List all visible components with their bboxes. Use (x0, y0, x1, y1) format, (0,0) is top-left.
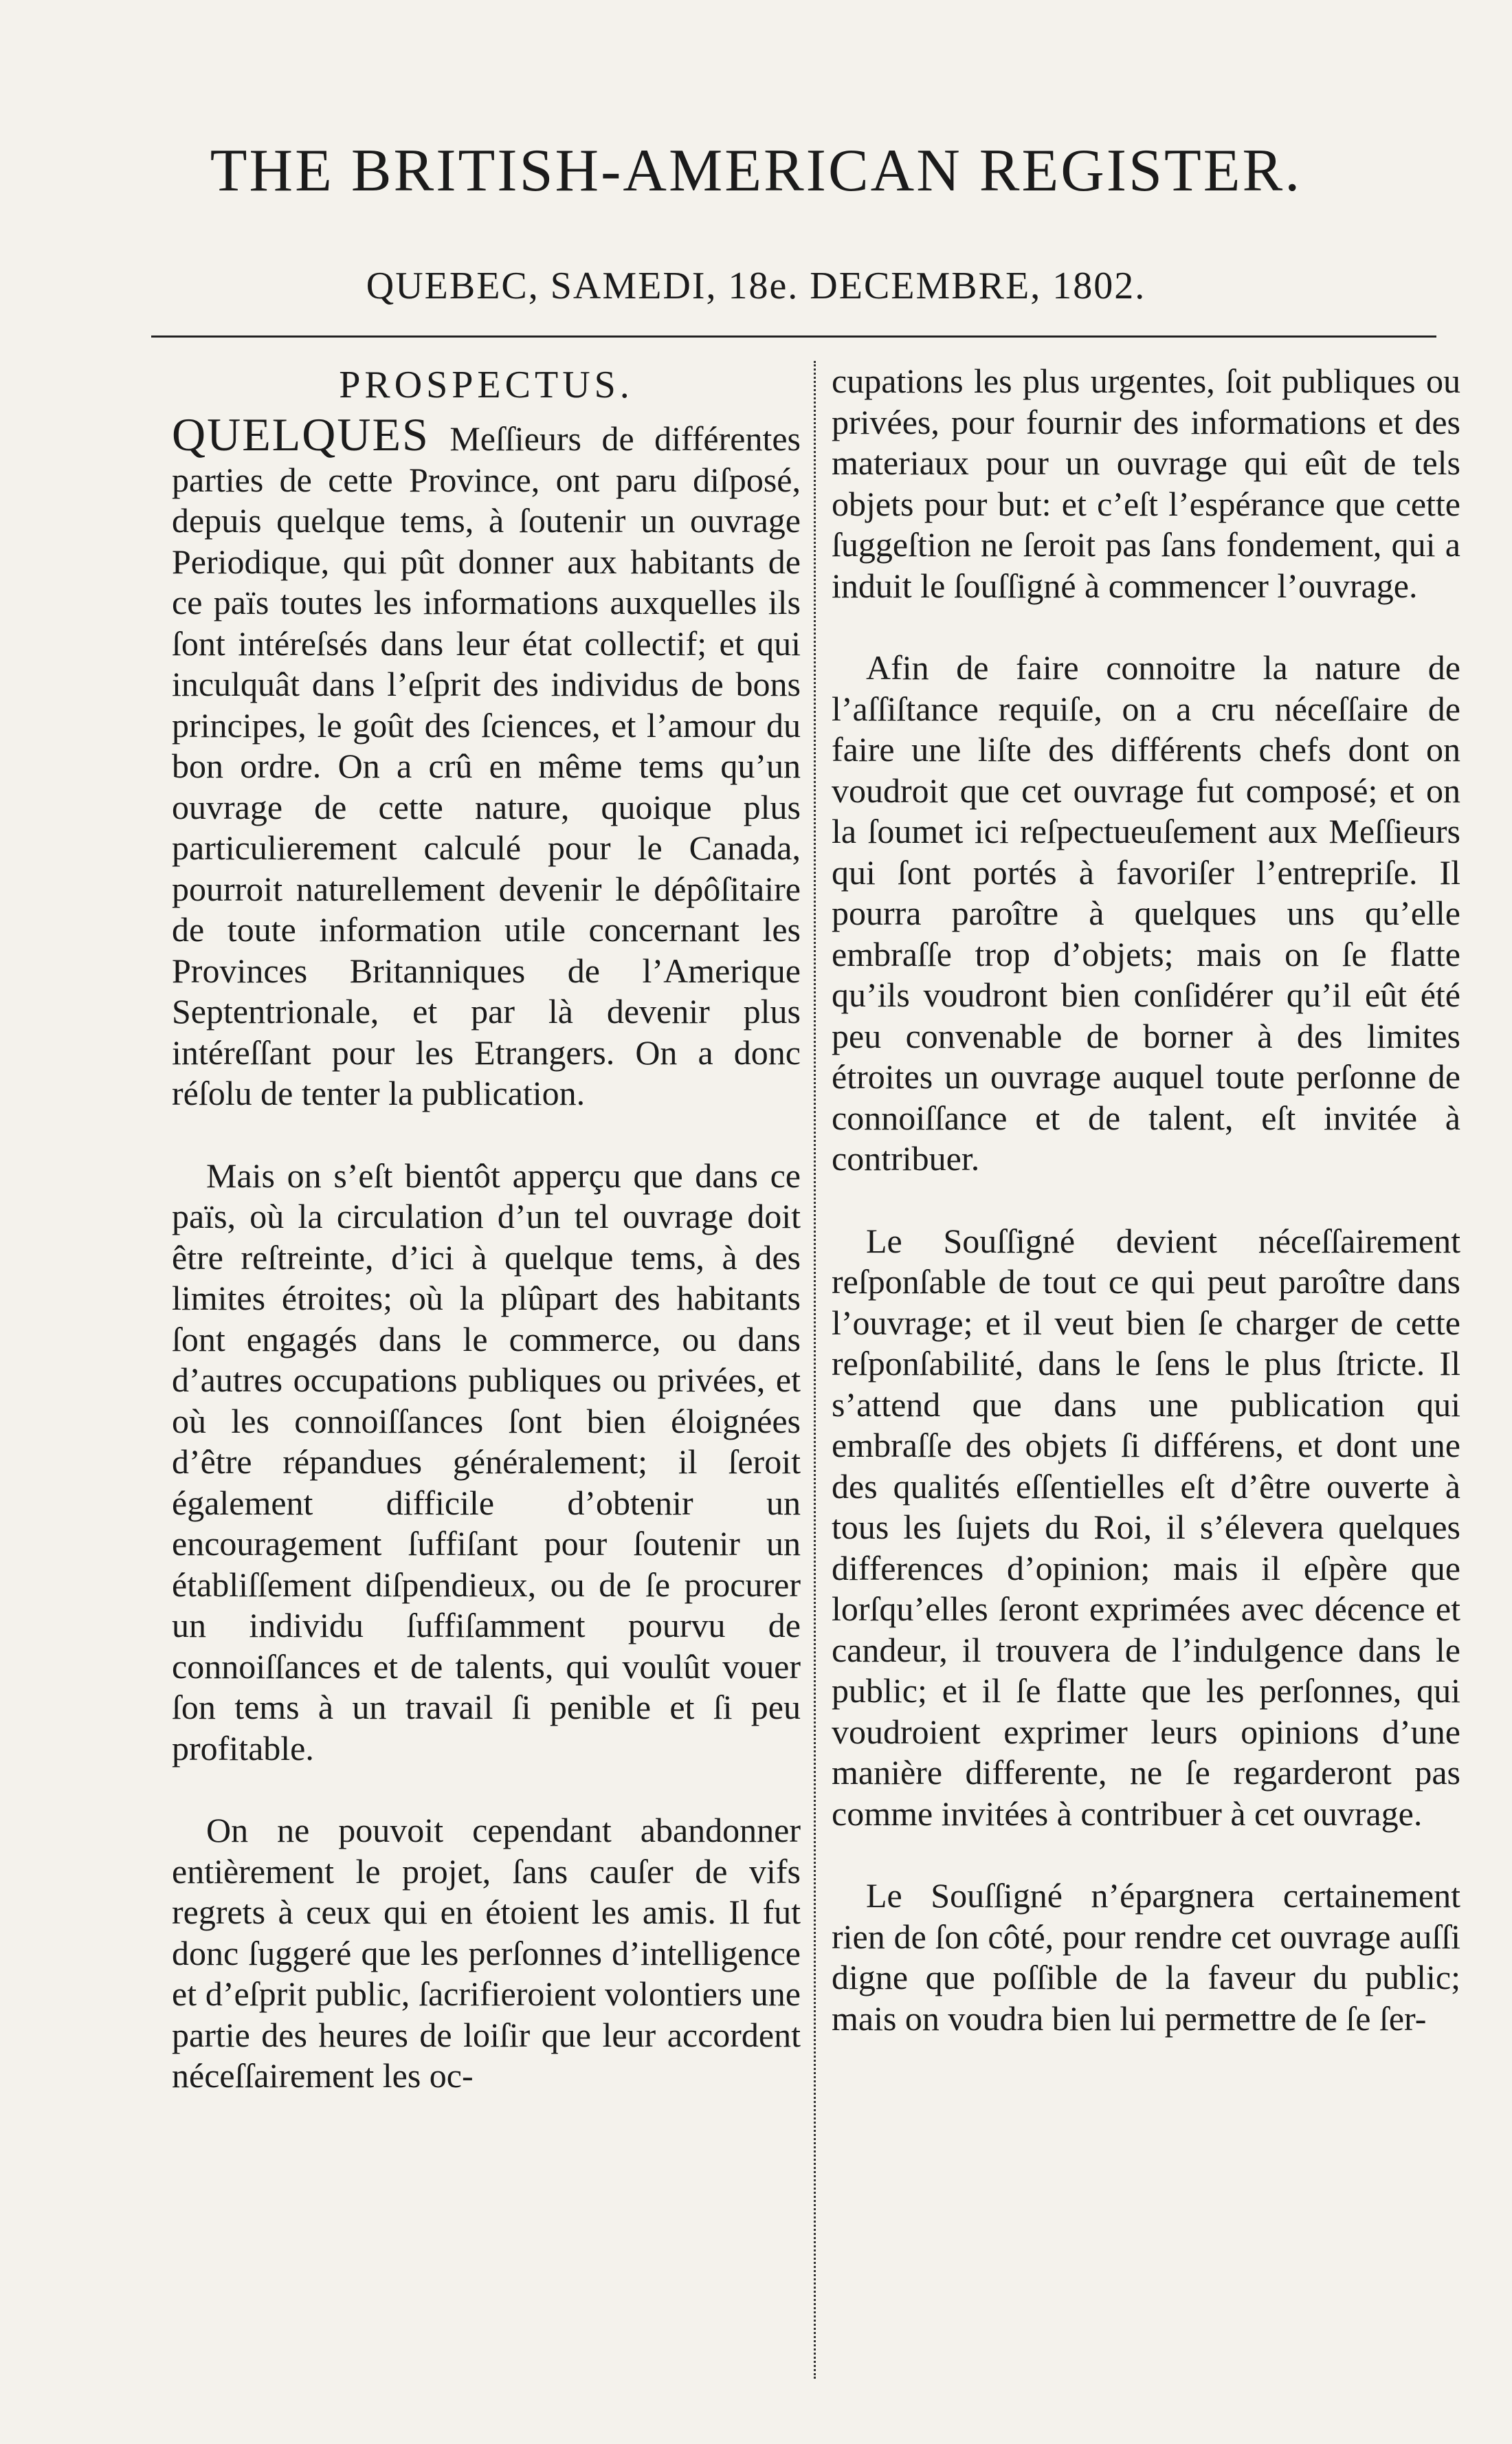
paragraph-6: Le Souſſigné n’épargnera certainement rien de ſon côté, pour rendre cet ouvrage auſſi digne que poſſible de la faveur du public; mais on voudra bien lui permettre de ſe ſer- (832, 1876, 1460, 2038)
paragraph-5: Le Souſſigné devient néceſſairement reſponſable de tout ce qui peut paroître dans l’ouvrage; et il veut bien ſe charger de cette reſponſabilité, dans le ſens le plus ſtricte. Il s’attend que dans une publication qui embraſſe des objets ſi différens, et dont une des qualités eſſentielles eſt d’être ouverte à tous les ſujets du Roi, il s’élevera quelques differences d’opinion; mais il eſpère que lorſqu’elles ſeront exprimées avec décence et candeur, il trouvera de l’indulgence dans le public; et il ſe flatte que les perſonnes, qui voudroient exprimer leurs opinions d’une manière differente, ne ſe regarderont pas comme invitées à contribuer à cet ouvrage. (832, 1221, 1460, 1833)
column-divider (814, 361, 816, 2379)
paragraph-4: Afin de faire connoitre la nature de l’aſſiſtance requiſe, on a cru néceſſaire de faire une liſte des différents chefs dont on voudroit que cet ouvrage fut composé; et on la ſoumet ici reſpectueuſement aux Meſſieurs qui ſont portés à favoriſer l’entrepriſe. Il pourra paroître à quelques uns qu’elle embraſſe trop d’objets; mais on ſe flatte qu’ils voudront bien conſidérer qu’il eût été peu convenable de borner à des limites étroites un ouvrage auquel toute perſonne de connoiſſance et de talent, eſt invitée à contribuer. (832, 648, 1460, 1178)
left-column (172, 361, 801, 2138)
paragraph-1-text: Meſſieurs de différentes parties de cette Province, ont paru diſposé, depuis quelque tems, à ſoutenir un ouvrage Periodique, qui pût donner aux habitants de ce païs toutes les informations auxquelles ils ſont intéreſsés dans leur état collectif; et qui inculquât dans l’eſprit des individus de bons principes, le goût des ſciences, et l’amour du bon ordre. On a crû en même tems qu’un ouvrage de cette nature, quoique plus particulierement calculé pour le Canada, pourroit naturellement devenir le dépôſitaire de toute information utile concernant les Provinces Britanniques de l’Amerique Septentrionale, et par là devenir plus intéreſſant pour les Etrangers. On a donc réſolu de tenter la publication. (172, 419, 801, 1112)
paragraph-3-continued: cupations les plus urgentes, ſoit publiques ou privées, pour fournir des informations et des materiaux pour un ouvrage qui eût de tels objets pour but: et c’eſt l’espérance que cette ſuggeſtion ne ſeroit pas ſans fondement, qui a induit le ſouſſigné à commencer l’ouvrage. (832, 362, 1460, 605)
masthead: THE BRITISH-AMERICAN REGISTER. (210, 137, 1302, 204)
right-column (832, 361, 1460, 2080)
lead-word: QUELQUES (172, 408, 430, 461)
dateline: QUEBEC, SAMEDI, 18e. DECEMBRE, 1802. (366, 265, 1146, 307)
article-title: PROSPECTUS. (339, 364, 634, 406)
paragraph-1 (172, 408, 801, 1114)
header-rule (151, 335, 1436, 338)
paragraph-3: On ne pouvoit cependant abandonner entièrement le projet, ſans cauſer de vifs regrets à ceux qui en étoient les amis. Il fut donc ſuggeré que les perſonnes d’intelligence et d’eſprit public, ſacrifieroient volontiers une partie des heures de loiſir que leur accordent néceſſairement les oc- (172, 1811, 801, 2095)
paragraph-2: Mais on s’eſt bientôt apperçu que dans ce païs, où la circulation d’un tel ouvrage doit être reſtreinte, d’ici à quelque tems, à des limites étroites; où la plûpart des habitants ſont engagés dans le commerce, ou dans d’autres occupations publiques ou privées, et où les connoiſſances ſont bien éloignées d’être répandues généralement; il ſeroit également difficile d’obtenir un encouragement ſuffiſant pour ſoutenir un établiſſement diſpendieux, ou de ſe procurer un individu ſuffiſamment pourvu de connoiſſances et de talents, qui voulût vouer ſon tems à un travail ſi penible et ſi peu profitable. (172, 1156, 801, 1768)
